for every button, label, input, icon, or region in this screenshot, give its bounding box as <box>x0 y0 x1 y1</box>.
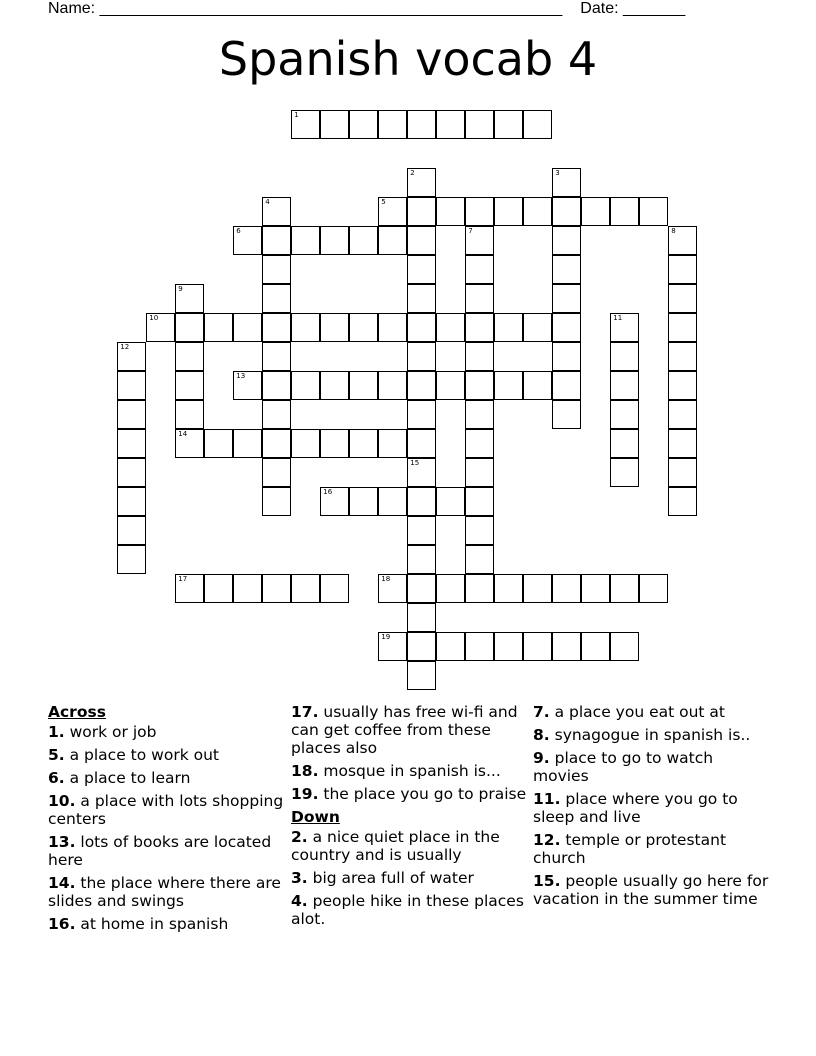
down-clue <box>533 790 773 826</box>
grid-cell[interactable] <box>668 313 697 342</box>
clue-number: 10 <box>149 314 159 323</box>
grid-cell[interactable] <box>349 226 378 255</box>
grid-cell[interactable] <box>552 313 581 342</box>
grid-cell[interactable] <box>465 255 494 284</box>
grid-cell[interactable] <box>407 255 436 284</box>
grid-cell[interactable] <box>320 371 349 400</box>
clue-number: 8 <box>671 227 676 236</box>
grid-cell[interactable] <box>465 574 494 603</box>
clue-num: 12. <box>533 831 561 849</box>
clue-num: 3. <box>291 869 308 887</box>
grid-cell[interactable] <box>407 168 436 197</box>
grid-cell[interactable] <box>523 110 552 139</box>
across-clue <box>48 723 284 741</box>
grid-cell[interactable] <box>581 574 610 603</box>
grid-cell[interactable] <box>349 429 378 458</box>
grid-cell[interactable] <box>262 458 291 487</box>
date-line[interactable]: _______ <box>618 0 686 17</box>
clue-number: 15 <box>410 459 420 468</box>
clue-text: place to go to watch movies <box>533 749 714 785</box>
grid-cell[interactable] <box>262 284 291 313</box>
grid-cell[interactable] <box>436 371 465 400</box>
grid-cell[interactable] <box>465 226 494 255</box>
across-clue <box>48 746 284 764</box>
grid-cell[interactable] <box>668 342 697 371</box>
across-clue <box>48 833 284 869</box>
grid-cell[interactable] <box>668 371 697 400</box>
grid-cell[interactable] <box>552 342 581 371</box>
grid-cell[interactable] <box>465 516 494 545</box>
grid-cell[interactable] <box>407 487 436 516</box>
clue-number: 2 <box>410 169 415 178</box>
clue-num: 15. <box>533 872 561 890</box>
grid-cell[interactable] <box>291 313 320 342</box>
across-clue <box>48 769 284 787</box>
across-clue <box>291 785 527 803</box>
clue-text: a place you eat out at <box>549 703 726 721</box>
clue-text: the place you go to praise <box>318 785 527 803</box>
grid-cell[interactable] <box>117 342 146 371</box>
grid-cell[interactable] <box>320 487 349 516</box>
clue-num: 7. <box>533 703 550 721</box>
grid-cell[interactable] <box>407 574 436 603</box>
grid-cell[interactable] <box>494 110 523 139</box>
down-clue <box>291 828 527 864</box>
clue-num: 5. <box>48 746 65 764</box>
grid-cell[interactable] <box>175 371 204 400</box>
grid-cell[interactable] <box>581 197 610 226</box>
grid-cell[interactable] <box>610 574 639 603</box>
grid-cell[interactable] <box>668 400 697 429</box>
grid-cell[interactable] <box>349 313 378 342</box>
grid-cell[interactable] <box>320 313 349 342</box>
grid-cell[interactable] <box>523 632 552 661</box>
grid-cell[interactable] <box>639 197 668 226</box>
grid-cell[interactable] <box>668 458 697 487</box>
grid-cell[interactable] <box>262 342 291 371</box>
clue-number: 5 <box>381 198 386 207</box>
across-heading: Across <box>48 703 106 721</box>
grid-cell[interactable] <box>262 226 291 255</box>
grid-cell[interactable] <box>436 110 465 139</box>
down-clue <box>533 726 773 744</box>
grid-cell[interactable] <box>407 545 436 574</box>
grid-cell[interactable] <box>465 284 494 313</box>
grid-cell[interactable] <box>436 632 465 661</box>
grid-cell[interactable] <box>146 313 175 342</box>
down-heading: Down <box>291 808 340 826</box>
grid-cell[interactable] <box>610 429 639 458</box>
grid-cell[interactable] <box>320 429 349 458</box>
grid-cell[interactable] <box>175 342 204 371</box>
grid-cell[interactable] <box>610 632 639 661</box>
grid-cell[interactable] <box>610 313 639 342</box>
grid-cell[interactable] <box>233 574 262 603</box>
grid-cell[interactable] <box>465 487 494 516</box>
grid-cell[interactable] <box>552 574 581 603</box>
grid-cell[interactable] <box>465 197 494 226</box>
clue-number: 18 <box>381 575 391 584</box>
grid-cell[interactable] <box>552 371 581 400</box>
clue-num: 18. <box>291 762 319 780</box>
grid-cell[interactable] <box>436 574 465 603</box>
clue-number: 1 <box>294 111 299 120</box>
grid-cell[interactable] <box>407 342 436 371</box>
grid-cell[interactable] <box>378 226 407 255</box>
grid-cell[interactable] <box>668 226 697 255</box>
grid-cell[interactable] <box>465 371 494 400</box>
clue-text: people hike in these places alot. <box>291 892 524 928</box>
grid-cell[interactable] <box>407 458 436 487</box>
grid-cell[interactable] <box>262 197 291 226</box>
grid-cell[interactable] <box>291 429 320 458</box>
grid-cell[interactable] <box>175 574 204 603</box>
clue-text: the place where there are slides and swings <box>48 874 281 910</box>
grid-cell[interactable] <box>610 342 639 371</box>
grid-cell[interactable] <box>233 429 262 458</box>
down-clue <box>533 872 773 908</box>
grid-cell[interactable] <box>320 110 349 139</box>
down-clue-list-continued <box>533 703 773 908</box>
grid-cell[interactable] <box>465 545 494 574</box>
grid-cell[interactable] <box>610 458 639 487</box>
across-clue <box>291 762 527 780</box>
grid-cell[interactable] <box>407 632 436 661</box>
grid-cell[interactable] <box>407 603 436 632</box>
grid-cell[interactable] <box>668 429 697 458</box>
grid-cell[interactable] <box>378 429 407 458</box>
grid-cell[interactable] <box>523 197 552 226</box>
grid-cell[interactable] <box>465 429 494 458</box>
grid-cell[interactable] <box>175 400 204 429</box>
clue-num: 2. <box>291 828 308 846</box>
across-clue-list <box>48 723 284 933</box>
grid-cell[interactable] <box>436 197 465 226</box>
grid-cell[interactable] <box>117 458 146 487</box>
grid-cell[interactable] <box>117 371 146 400</box>
grid-cell[interactable] <box>175 284 204 313</box>
grid-cell[interactable] <box>523 574 552 603</box>
grid-cell[interactable] <box>378 313 407 342</box>
clues-column-1 <box>48 703 284 938</box>
name-line[interactable]: ____________________________________________________ <box>95 0 563 17</box>
clue-number: 9 <box>178 285 183 294</box>
clue-text: big area full of water <box>307 869 474 887</box>
grid-cell[interactable] <box>407 197 436 226</box>
grid-cell[interactable] <box>407 313 436 342</box>
grid-cell[interactable] <box>117 487 146 516</box>
grid-cell[interactable] <box>320 574 349 603</box>
grid-cell[interactable] <box>175 429 204 458</box>
grid-cell[interactable] <box>117 545 146 574</box>
clues-column-2 <box>291 703 527 933</box>
clue-text: work or job <box>64 723 157 741</box>
grid-cell[interactable] <box>291 110 320 139</box>
clue-number: 17 <box>178 575 188 584</box>
grid-cell[interactable] <box>262 371 291 400</box>
grid-cell[interactable] <box>320 226 349 255</box>
grid-cell[interactable] <box>494 313 523 342</box>
grid-cell[interactable] <box>262 400 291 429</box>
grid-cell[interactable] <box>117 429 146 458</box>
grid-cell[interactable] <box>407 110 436 139</box>
grid-cell[interactable] <box>407 429 436 458</box>
grid-cell[interactable] <box>494 574 523 603</box>
grid-cell[interactable] <box>552 400 581 429</box>
grid-cell[interactable] <box>378 110 407 139</box>
grid-cell[interactable] <box>407 371 436 400</box>
grid-cell[interactable] <box>610 197 639 226</box>
clue-num: 13. <box>48 833 76 851</box>
grid-cell[interactable] <box>349 371 378 400</box>
grid-cell[interactable] <box>262 574 291 603</box>
grid-cell[interactable] <box>291 574 320 603</box>
grid-cell[interactable] <box>204 313 233 342</box>
grid-cell[interactable] <box>407 226 436 255</box>
grid-cell[interactable] <box>523 313 552 342</box>
grid-cell[interactable] <box>552 168 581 197</box>
clue-text: mosque in spanish is... <box>318 762 501 780</box>
grid-cell[interactable] <box>175 313 204 342</box>
grid-cell[interactable] <box>262 429 291 458</box>
clue-num: 14. <box>48 874 76 892</box>
grid-cell[interactable] <box>378 574 407 603</box>
grid-cell[interactable] <box>465 632 494 661</box>
grid-cell[interactable] <box>378 371 407 400</box>
down-clue <box>533 703 773 721</box>
clue-text: a place to learn <box>64 769 191 787</box>
grid-cell[interactable] <box>407 661 436 690</box>
grid-cell[interactable] <box>262 487 291 516</box>
grid-cell[interactable] <box>117 516 146 545</box>
clue-text: lots of books are located here <box>48 833 272 869</box>
down-clue <box>291 892 527 928</box>
clue-number: 6 <box>236 227 241 236</box>
clues-column-3 <box>533 703 773 913</box>
grid-cell[interactable] <box>349 110 378 139</box>
grid-cell[interactable] <box>204 574 233 603</box>
clue-text: at home in spanish <box>75 915 229 933</box>
clue-number: 3 <box>555 169 560 178</box>
clue-num: 17. <box>291 703 319 721</box>
grid-cell[interactable] <box>291 371 320 400</box>
across-clue <box>48 874 284 910</box>
grid-cell[interactable] <box>465 342 494 371</box>
clue-text: a nice quiet place in the country and is usually <box>291 828 500 864</box>
clue-text: usually has free wi-fi and can get coffee from these places also <box>291 703 518 757</box>
grid-cell[interactable] <box>262 255 291 284</box>
grid-cell[interactable] <box>378 632 407 661</box>
grid-cell[interactable] <box>465 400 494 429</box>
grid-cell[interactable] <box>552 197 581 226</box>
clue-number: 4 <box>265 198 270 207</box>
name-label: Name: <box>48 0 96 17</box>
down-clue <box>533 749 773 785</box>
grid-cell[interactable] <box>494 632 523 661</box>
grid-cell[interactable] <box>494 371 523 400</box>
clue-num: 6. <box>48 769 65 787</box>
grid-cell[interactable] <box>465 313 494 342</box>
clue-num: 10. <box>48 792 76 810</box>
clue-num: 1. <box>48 723 65 741</box>
clue-number: 11 <box>613 314 623 323</box>
grid-cell[interactable] <box>523 371 552 400</box>
clue-number: 13 <box>236 372 246 381</box>
grid-cell[interactable] <box>117 400 146 429</box>
grid-cell[interactable] <box>407 516 436 545</box>
grid-cell[interactable] <box>465 458 494 487</box>
grid-cell[interactable] <box>204 429 233 458</box>
page-title: Spanish vocab 4 <box>218 32 598 86</box>
grid-cell[interactable] <box>233 226 262 255</box>
clue-text: temple or protestant church <box>533 831 727 867</box>
across-clue <box>48 915 284 933</box>
clue-text: synagogue in spanish is.. <box>549 726 751 744</box>
grid-cell[interactable] <box>610 400 639 429</box>
grid-cell[interactable] <box>552 226 581 255</box>
clue-text: a place to work out <box>64 746 219 764</box>
grid-cell[interactable] <box>291 226 320 255</box>
grid-cell[interactable] <box>668 487 697 516</box>
across-clue-list-continued <box>291 703 527 803</box>
grid-cell[interactable] <box>552 255 581 284</box>
clue-num: 8. <box>533 726 550 744</box>
grid-cell[interactable] <box>378 487 407 516</box>
across-clue <box>291 703 527 757</box>
clue-num: 11. <box>533 790 561 808</box>
clue-num: 16. <box>48 915 76 933</box>
clue-number: 19 <box>381 633 391 642</box>
grid-cell[interactable] <box>639 574 668 603</box>
clue-number: 7 <box>468 227 473 236</box>
grid-cell[interactable] <box>233 371 262 400</box>
grid-cell[interactable] <box>233 313 262 342</box>
grid-cell[interactable] <box>494 197 523 226</box>
clue-num: 4. <box>291 892 308 910</box>
date-label: Date: <box>580 0 619 17</box>
clue-number: 14 <box>178 430 188 439</box>
grid-cell[interactable] <box>465 110 494 139</box>
clue-num: 19. <box>291 785 319 803</box>
grid-cell[interactable] <box>349 487 378 516</box>
down-clue <box>533 831 773 867</box>
clue-number: 12 <box>120 343 130 352</box>
clue-text: place where you go to sleep and live <box>533 790 738 826</box>
clue-text: a place with lots shopping centers <box>48 792 284 828</box>
down-clue <box>291 869 527 887</box>
across-clue <box>48 792 284 828</box>
grid-cell[interactable] <box>436 487 465 516</box>
grid-cell[interactable] <box>552 284 581 313</box>
grid-cell[interactable] <box>581 632 610 661</box>
clue-number: 16 <box>323 488 333 497</box>
grid-cell[interactable] <box>668 255 697 284</box>
down-clue-list <box>291 828 527 928</box>
grid-cell[interactable] <box>262 313 291 342</box>
grid-cell[interactable] <box>407 400 436 429</box>
clue-text: people usually go here for vacation in the summer time <box>533 872 769 908</box>
clue-num: 9. <box>533 749 550 767</box>
grid-cell[interactable] <box>407 284 436 313</box>
grid-cell[interactable] <box>436 313 465 342</box>
grid-cell[interactable] <box>552 632 581 661</box>
grid-cell[interactable] <box>378 197 407 226</box>
grid-cell[interactable] <box>668 284 697 313</box>
grid-cell[interactable] <box>610 371 639 400</box>
